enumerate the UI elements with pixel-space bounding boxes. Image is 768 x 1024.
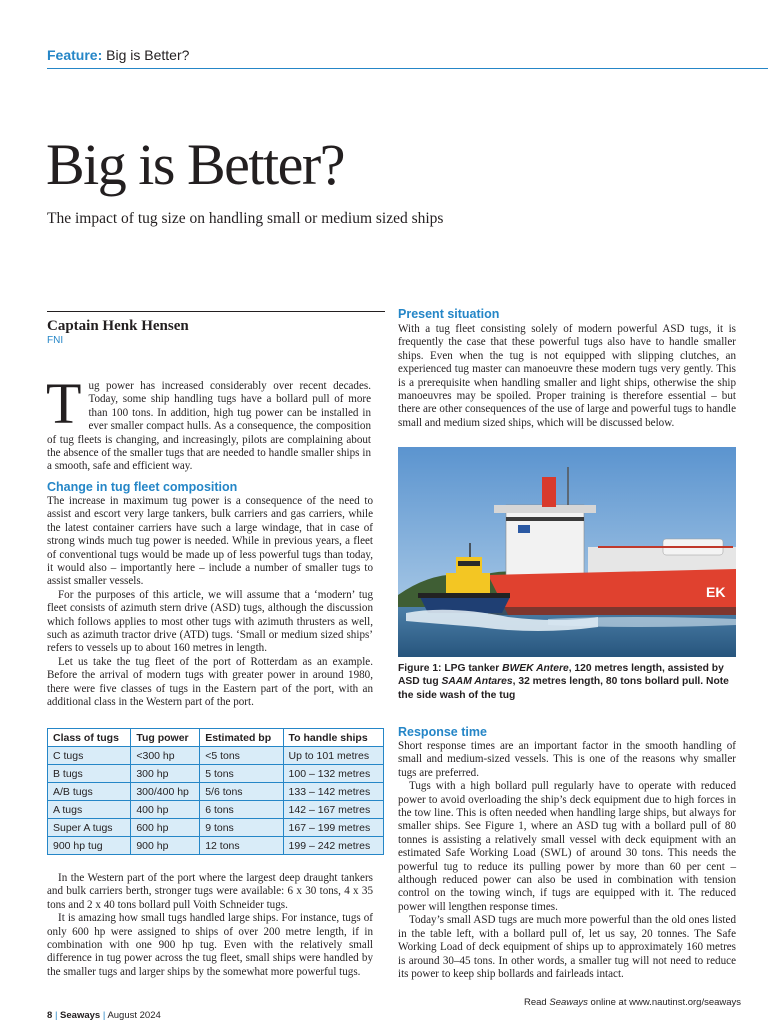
table-cell: 133 – 142 metres — [283, 783, 383, 801]
author-name: Captain Henk Hensen — [47, 318, 189, 334]
table-cell: C tugs — [48, 747, 131, 765]
table-cell: 900 hp tug — [48, 837, 131, 855]
article-title: Big is Better? — [46, 132, 344, 197]
article-subtitle: The impact of tug size on handling small or medium sized ships — [47, 210, 444, 227]
author-rule — [47, 311, 385, 312]
tug-windows — [458, 561, 480, 566]
table-cell: Super A tugs — [48, 819, 131, 837]
table-row — [48, 747, 384, 765]
table-header-row — [48, 729, 384, 747]
after-table-body — [47, 872, 373, 979]
table-row — [48, 819, 384, 837]
table-cell: 300 hp — [131, 765, 200, 783]
section-topic: Big is Better? — [106, 47, 190, 63]
change-section-body — [47, 495, 373, 710]
footer-text: Read — [524, 997, 550, 1008]
response-paragraph-3: Today’s small ASD tugs are much more powerful than the old ones listed in the table left, with a bollard pull of, let us say, 20 tonnes. The Safe Working Load of deck equipment of ships up to approximately 160 metres is around 30–45 tons. In other words, a smaller tug will not need to reduce its power to keep ship bollards and fairleads intact. — [398, 914, 736, 980]
footer-magazine: Seaways — [60, 1010, 101, 1021]
section-keyword: Feature: — [47, 47, 103, 63]
table-cell: 142 – 167 metres — [283, 801, 383, 819]
table-header-cell: Class of tugs — [48, 729, 131, 747]
table-cell: B tugs — [48, 765, 131, 783]
table-cell: 5 tons — [200, 765, 283, 783]
heading-present-situation: Present situation — [398, 307, 500, 321]
table-cell: 9 tons — [200, 819, 283, 837]
intro-paragraph — [46, 371, 371, 474]
tug-classes-table — [47, 728, 384, 855]
table-header-cell: Estimated bp — [200, 729, 283, 747]
tug-fender — [418, 593, 510, 598]
section-header — [47, 47, 189, 63]
after-table-paragraph-2: It is amazing how small tugs handled large ships. For instance, tugs of only 600 hp were assigned to ships of over 200 metre length, if in combination with one 900 hp tug. Even with the relatively small difference in tug power across the tug fleet, small ships were handled by the smaller tugs and larger ships by the somewhat more powerful tugs. — [47, 912, 373, 978]
change-paragraph-1: The increase in maximum tug power is a consequence of the need to assist and escort very large tankers, bulk carriers and gas carriers, while the latest container carriers have such a large windage, that in case of strong winds much tug power is needed. While in previous years, a fleet of conventional tugs would be made up of less powerful tugs than today, it would also – importantly here – include a number of smaller tugs to assist smaller vessels. — [47, 495, 373, 588]
page-number: 8 — [47, 1010, 53, 1021]
table-cell: 300/400 hp — [131, 783, 200, 801]
author-tag: FNI — [47, 335, 64, 346]
table-row — [48, 765, 384, 783]
table-cell: 6 tons — [200, 801, 283, 819]
caption-text: , 120 metres length, assisted by ASD tug — [398, 663, 724, 688]
caption-text: , 32 metres length, 80 tons bollard pull. Note the side wash of the tug — [398, 676, 729, 701]
footer-date: August 2024 — [107, 1010, 161, 1021]
table-header-cell: Tug power — [131, 729, 200, 747]
heading-change-in-tug-fleet: Change in tug fleet composition — [47, 480, 238, 494]
caption-ship-name: BWEK Antere — [502, 663, 569, 674]
table-cell: 400 hp — [131, 801, 200, 819]
table-cell: A tugs — [48, 801, 131, 819]
table-cell: A/B tugs — [48, 783, 131, 801]
table-cell: 167 – 199 metres — [283, 819, 383, 837]
table-header-cell: To handle ships — [283, 729, 383, 747]
table-cell: 100 – 132 metres — [283, 765, 383, 783]
heading-response-time: Response time — [398, 725, 487, 739]
header-rule — [47, 68, 768, 69]
footer-online-note — [524, 997, 741, 1008]
table-row — [48, 783, 384, 801]
change-paragraph-2: For the purposes of this article, we will assume that a ‘modern’ tug fleet consists of azimuth stern drive (ASD) tugs, although the discussion which follows applies to most other tugs with azimuth thrusters as well, such as azimuth tractor drive (ATD) tugs. ‘Small or medium sized ships’ refers to vessels up to about 160 metres in length. — [47, 588, 373, 655]
figure-1-photo — [398, 447, 736, 657]
table-cell: Up to 101 metres — [283, 747, 383, 765]
figure-1-caption — [398, 662, 736, 702]
caption-tug-name: SAAM Antares — [441, 676, 513, 688]
footer-magazine-italic: Seaways — [549, 997, 588, 1008]
drop-cap: T — [46, 371, 82, 436]
funnel — [542, 477, 556, 507]
table-cell: <300 hp — [131, 747, 200, 765]
after-table-paragraph-1: In the Western part of the port where the largest deep draught tankers and bulk carriers berth, stronger tugs were available: 6 x 30 tons, 4 x 35 tons and 2 x 40 tons bollard pull Voith Schneider tugs. — [47, 872, 373, 911]
tanker-and-tug-illustration — [398, 447, 736, 657]
table-cell: 5/6 tons — [200, 783, 283, 801]
table-cell: <5 tons — [200, 747, 283, 765]
table-row — [48, 837, 384, 855]
present-section-body — [398, 323, 736, 430]
present-paragraph-1: With a tug fleet consisting solely of modern powerful ASD tugs, it is frequently the case that these powerful tugs also have to handle smaller ships. Even when the tug is not equipped with slipping clutches, an experienced tug master can manoeuvre these modern tugs very gently. This is a prerequisite when handling smaller and light ships, otherwise the ship manoeuvres may be spoiled. Proper training is therefore essential – but there are other consequences of the use of large and powerful tugs to handle small and medium sized ships, which will be discussed below. — [398, 323, 736, 429]
tanker-superstructure — [506, 505, 584, 575]
intro-text: ug power has increased considerably over recent decades. Today, some ship handling tugs have a bollard pull of more than 100 tons. In addition, high tug power can be installed in ever smaller compact hulls. As a consequence, the composition of tug fleets is changing, and increasingly, pilots are complaining about the absence of the smaller tugs that are needed to handle smaller ships in a smooth, safe and efficient way. — [47, 380, 371, 473]
response-paragraph-1: Short response times are an important factor in the smooth handling of small and medium-sized vessels. This is one of the reasons why smaller tugs are preferred. — [398, 740, 736, 779]
table-cell: 199 – 242 metres — [283, 837, 383, 855]
table-cell: 12 tons — [200, 837, 283, 855]
footer-folio: 8 | Seaways | August 2024 — [47, 1010, 161, 1021]
hull-lettering: EK — [706, 584, 726, 600]
hull-waterline — [488, 607, 736, 615]
table-cell: 600 hp — [131, 819, 200, 837]
response-paragraph-2: Tugs with a high bollard pull regularly have to operate with reduced power to avoid overloading the ship’s deck equipment due to high forces in the tow line. This is often needed when handling large ships, but always for smaller ships. See Figure 1, where an ASD tug with a bollard pull of 80 tonnes is assisting a relatively small vessel with deck equipment with an estimated Safe Working Load (SWL) of around 30 tons. This needs the powerful tug to reduce its pulling power by more than 60 per cent – although reduced power can also be used in combination with tension control on the towing winch, if tugs are equipped with it. The reduced power will lengthen response times. — [398, 780, 736, 913]
table-row — [48, 801, 384, 819]
table-cell: 900 hp — [131, 837, 200, 855]
change-paragraph-3: Let us take the tug fleet of the port of Rotterdam as an example. Before the arrival of modern tugs with greater power in around 1980, there were five classes of tugs in the Eastern part of the port, with an additional class in the Western part of the port. — [47, 655, 373, 709]
caption-text: Figure 1: LPG tanker — [398, 663, 503, 674]
response-section-body — [398, 740, 736, 981]
wake-foam — [548, 617, 736, 627]
bridge-windows — [506, 517, 584, 521]
company-logo-mark — [518, 525, 530, 533]
footer-url: online at www.nautinst.org/seaways — [587, 997, 742, 1008]
